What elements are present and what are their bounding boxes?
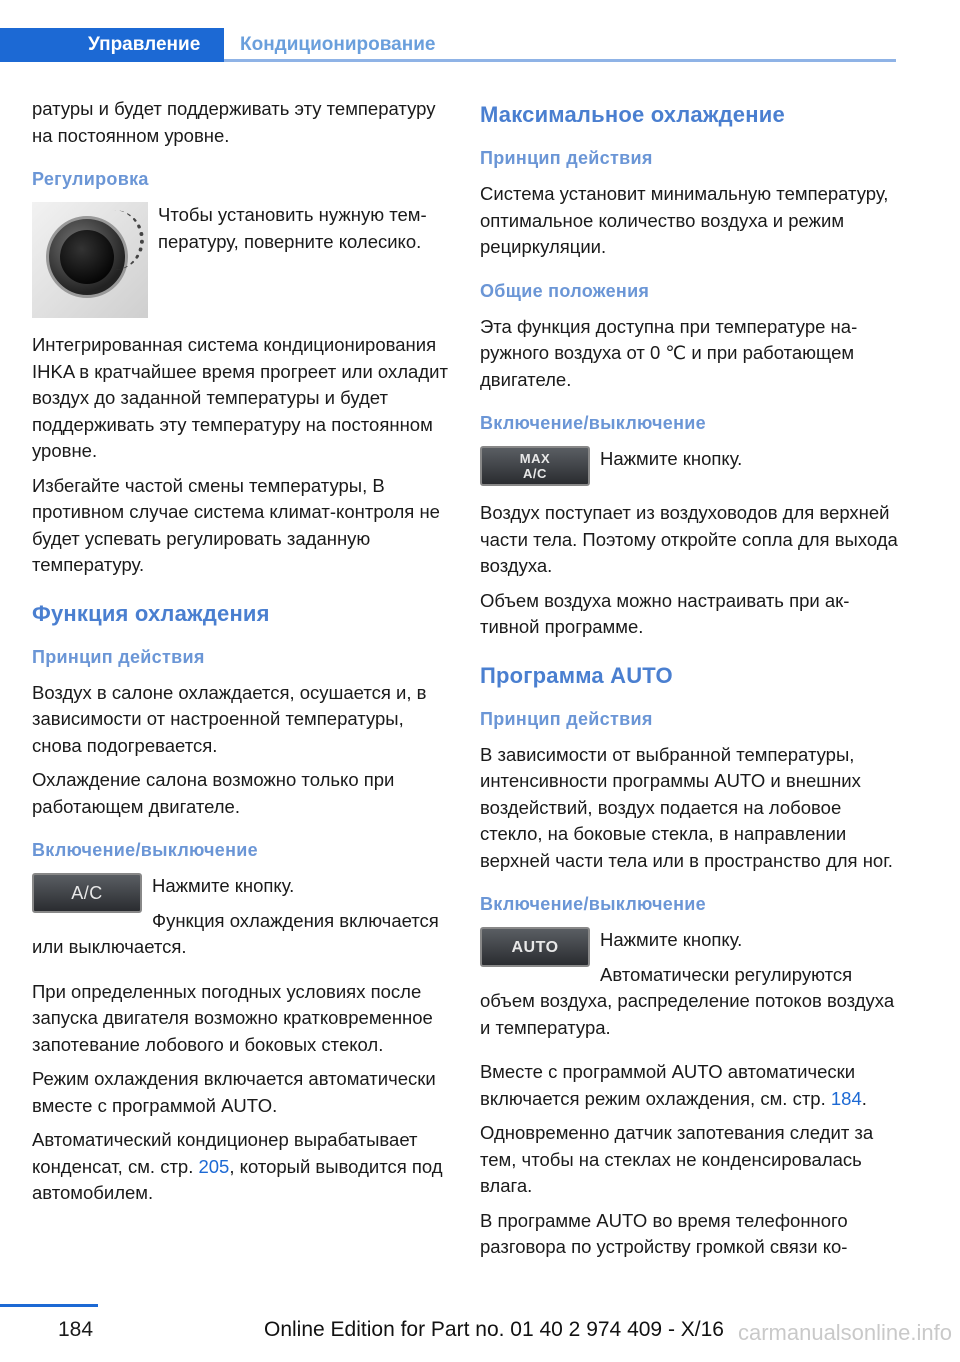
page-header: [0, 0, 960, 62]
paragraph-engine: Охлаждение салона возможно только при работающем двигателе.: [32, 769, 395, 817]
paragraph-sensor: Одновременно датчик запотевания следит за тем, чтобы на стеклах не конденсировалась влага.: [480, 1122, 874, 1196]
watermark: carmanualsonline.info: [737, 1320, 952, 1345]
heading-principle-max: Принцип действия: [480, 148, 653, 168]
header-accent-bar: [0, 28, 72, 62]
paragraph-with-auto: [480, 1059, 898, 1112]
heading-cooling: Функция охлаждения: [32, 600, 270, 626]
max-ac-button-image: [480, 446, 590, 486]
heading-principle-auto: Принцип действия: [480, 708, 653, 729]
paragraph-fog: При определенных погодных условиях после запуска двигателя возможно кратковременное запотевание лобового и боковых стекол.: [32, 980, 433, 1055]
header-rule: [224, 59, 896, 62]
paragraph-ihka: Интегрированная система кондиционирования IHKA в кратчайшее время прогреет или охладит воздух до заданной температуры и будет поддерживать эту температуру на постоянном уровне.: [32, 334, 448, 461]
paragraph-condensate: [32, 1127, 450, 1207]
paragraph-principle: Воздух в салоне охлаждается, осушается и, в зависимости от настроенной температуры, снова подогревается.: [32, 681, 427, 756]
heading-regulirovka: Регулировка: [32, 169, 149, 189]
paragraph-general: Эта функция доступна при температуре наружного воздуха от 0 ℃ и при работающем двигателе.: [480, 315, 858, 390]
temperature-knob-image: [32, 202, 148, 318]
breadcrumb-chapter[interactable]: Кондиционирование: [240, 34, 436, 55]
edition-note: Online Edition for Part no. 01 40 2 974 409 - X/16: [264, 1318, 724, 1341]
auto-button-image: AUTO: [480, 927, 590, 967]
paragraph-phone: В программе AUTO во время телефонного разговора по устройству громкой связи ко-: [480, 1209, 848, 1257]
heading-max-cooling: Максимальное охлаждение: [480, 102, 785, 127]
paragraph-continued: ратуры и будет поддерживать эту температуру на постоянном уровне.: [32, 98, 436, 146]
paragraph-press-max: Нажмите кнопку.: [600, 448, 743, 469]
heading-onoff-max: Включение/выключение: [480, 413, 706, 433]
page-number: 184: [58, 1318, 94, 1341]
paragraph-auto: В зависимости от выбранной температуры, интенсивности программы AUTO и внешних воздействий, воздух подается на лобовое стекло, на боковые стекла, в направлении верхней части тела или в пространство для ног.: [480, 743, 893, 871]
knob-center: [60, 230, 114, 284]
condensate-text-b: , который выводится под автомобилем.: [32, 1155, 443, 1203]
heading-onoff: Включение/выключение: [32, 840, 258, 860]
paragraph-volume: Объем воздуха можно настраивать при активной программе.: [480, 589, 850, 637]
paragraph-press: Нажмите кнопку.: [152, 875, 295, 896]
right-column: [480, 96, 898, 1269]
knob-scale: [114, 210, 144, 270]
heading-principle: Принцип действия: [32, 646, 205, 667]
paragraph-auto-on: Режим охлаждения включается автоматически вместе с программой AUTO.: [32, 1068, 436, 1116]
left-column: [32, 96, 450, 1215]
paragraph-press-auto: Нажмите кнопку.: [600, 929, 743, 950]
paragraph-auto-reg: Автоматически регулируются объем воздуха, распределение потоков воздуха и температура.: [480, 963, 895, 1038]
heading-general: Общие положения: [480, 280, 650, 301]
with-auto-text-b: .: [861, 1087, 867, 1109]
page-link-205[interactable]: 205: [198, 1155, 230, 1177]
condensate-text-a: Автоматический кондиционер вырабатывает конденсат, см. стр.: [32, 1129, 418, 1177]
with-auto-text-a: Вместе с программой AUTO автоматически включается режим охлаждения, см. стр.: [480, 1061, 856, 1109]
max-ac-label: MAX A/C: [519, 451, 551, 481]
page-link-184[interactable]: 184: [830, 1087, 862, 1109]
footer-rule: [0, 1304, 98, 1307]
ac-button-image: A/C: [32, 873, 142, 913]
paragraph-air: Воздух поступает из воздуховодов для верхней части тела. Поэтому откройте сопла для выхода воздуха.: [480, 502, 898, 576]
ac-button-block: [32, 873, 450, 969]
paragraph-avoid: Избегайте частой смены температуры, В противном случае система климат-контроля не будет успевать регулировать заданную температуру.: [32, 474, 440, 575]
paragraph-knob: Чтобы установить нужную температуру, поверните колесико.: [158, 204, 427, 252]
max-ac-button-block: [480, 446, 898, 490]
paragraph-toggle: Функция охлаждения включается или выключается.: [32, 909, 439, 957]
auto-button-block: [480, 927, 898, 1049]
heading-auto-program: Программа AUTO: [480, 662, 673, 688]
paragraph-max: Система установит минимальную температуру, оптимальное количество воздуха и режим рециркуляции.: [480, 183, 889, 257]
knob-block: [32, 202, 450, 322]
breadcrumb-section[interactable]: Управление: [72, 28, 224, 62]
heading-onoff-auto: Включение/выключение: [480, 894, 706, 914]
